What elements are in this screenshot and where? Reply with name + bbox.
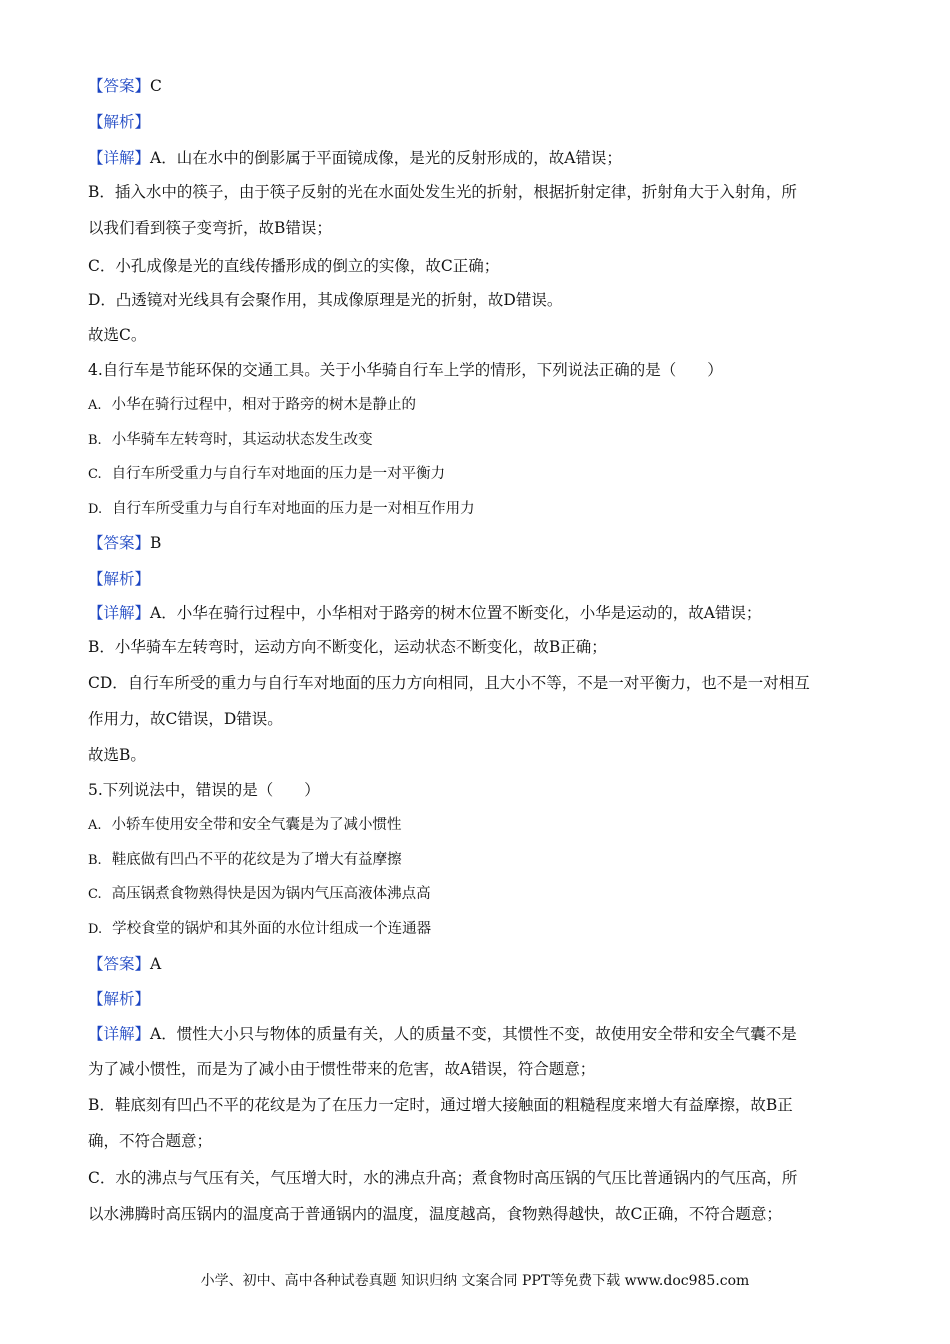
q5-detail-line-5: C．水的沸点与气压有关，气压增大时，水的沸点升高；煮食物时高压锅的气压比普通锅内的气压高，所 — [88, 1169, 798, 1187]
analysis-tag: 【解析】 — [88, 570, 151, 588]
option-text: 高压锅煮食物熟得快是因为锅内气压高液体沸点高 — [111, 886, 431, 902]
option-label: C. — [88, 467, 102, 482]
q5-answer-line — [88, 954, 161, 974]
answer-tag: 【答案】 — [88, 955, 151, 973]
q4-answer-line — [88, 533, 161, 553]
q4-detail-line-1 — [88, 603, 761, 623]
q5-option-c — [88, 884, 431, 905]
option-text: 小华在骑行过程中，相对于路旁的树木是静止的 — [111, 397, 417, 413]
option-text: 小轿车使用安全带和安全气囊是为了减小惯性 — [111, 817, 402, 833]
q4-detail-line-2: B．小华骑车左转弯时，运动方向不断变化，运动状态不断变化，故B正确； — [88, 638, 607, 656]
answer-value: C — [150, 77, 162, 95]
q4-analysis-tag — [88, 569, 150, 589]
q5-option-a — [88, 815, 402, 836]
q4-conclusion: 故选B。 — [88, 746, 146, 764]
q5-detail-line-2: 为了减小惯性，而是为了减小由于惯性带来的危害，故A错误，符合题意； — [88, 1060, 596, 1078]
option-label: D. — [88, 922, 103, 937]
q3-detail-line-5: D．凸透镜对光线具有会聚作用，其成像原理是光的折射，故D错误。 — [88, 291, 563, 309]
option-text: 学校食堂的锅炉和其外面的水位计组成一个连通器 — [112, 921, 432, 937]
q5-detail-line-1 — [88, 1024, 797, 1044]
analysis-tag: 【解析】 — [88, 113, 151, 131]
option-label: B. — [88, 853, 102, 868]
option-text: 自行车所受重力与自行车对地面的压力是一对相互作用力 — [112, 501, 475, 517]
detail-tag: 【详解】 — [88, 604, 151, 622]
q5-detail-line-4: 确，不符合题意； — [88, 1132, 213, 1150]
q4-option-a — [88, 395, 416, 416]
q3-detail-line-1 — [88, 148, 622, 168]
q4-stem: 4.自行车是节能环保的交通工具。关于小华骑自行车上学的情形，下列说法正确的是（ ） — [88, 361, 723, 379]
q3-answer-line — [88, 76, 162, 96]
detail-text: A．山在水中的倒影属于平面镜成像，是光的反射形成的，故A错误； — [150, 149, 622, 167]
answer-tag: 【答案】 — [88, 534, 151, 552]
q4-option-c — [88, 464, 445, 485]
option-label: B. — [88, 433, 102, 448]
analysis-tag: 【解析】 — [88, 990, 151, 1008]
q5-stem: 5.下列说法中，错误的是（ ） — [88, 781, 320, 799]
q4-option-d — [88, 499, 475, 520]
page-footer: 小学、初中、高中各种试卷真题 知识归纳 文案合同 PPT等免费下载 www.doc985.com — [200, 1273, 750, 1289]
option-label: A. — [88, 818, 102, 833]
q4-detail-line-3: CD．自行车所受的重力与自行车对地面的压力方向相同，且大小不等，不是一对平衡力，也不是一对相互 — [88, 674, 810, 692]
q3-detail-line-2: B．插入水中的筷子，由于筷子反射的光在水面处发生光的折射，根据折射定律，折射角大于入射角，所 — [88, 183, 797, 201]
option-text: 自行车所受重力与自行车对地面的压力是一对平衡力 — [111, 466, 446, 482]
option-text: 鞋底做有凹凸不平的花纹是为了增大有益摩擦 — [111, 852, 402, 868]
q3-detail-line-4: C．小孔成像是光的直线传播形成的倒立的实像，故C正确； — [88, 257, 500, 275]
detail-tag: 【详解】 — [88, 1025, 151, 1043]
q3-analysis-tag — [88, 112, 150, 132]
q5-detail-line-6: 以水沸腾时高压锅内的温度高于普通锅内的温度，温度越高，食物熟得越快，故C正确，不符合题意； — [88, 1205, 782, 1223]
q5-detail-line-3: B．鞋底刻有凹凸不平的花纹是为了在压力一定时，通过增大接触面的粗糙程度来增大有益摩擦，故B正 — [88, 1096, 793, 1114]
option-label: A. — [88, 398, 102, 413]
option-label: C. — [88, 887, 102, 902]
answer-tag: 【答案】 — [88, 77, 151, 95]
q3-conclusion: 故选C。 — [88, 326, 147, 344]
q3-detail-line-3: 以我们看到筷子变弯折，故B错误； — [88, 219, 332, 237]
q5-analysis-tag — [88, 989, 150, 1009]
detail-text: A．小华在骑行过程中，小华相对于路旁的树木位置不断变化，小华是运动的，故A错误； — [150, 604, 762, 622]
q4-detail-line-4: 作用力，故C错误，D错误。 — [88, 710, 283, 728]
q5-option-b — [88, 850, 402, 871]
q5-option-d — [88, 919, 431, 940]
detail-text: A．惯性大小只与物体的质量有关，人的质量不变，其惯性不变，故使用安全带和安全气囊不是 — [150, 1025, 797, 1043]
option-label: D. — [88, 502, 103, 517]
q4-option-b — [88, 430, 373, 451]
option-text: 小华骑车左转弯时，其运动状态发生改变 — [111, 432, 373, 448]
detail-tag: 【详解】 — [88, 149, 151, 167]
answer-value: B — [150, 534, 162, 552]
answer-value: A — [150, 955, 162, 973]
